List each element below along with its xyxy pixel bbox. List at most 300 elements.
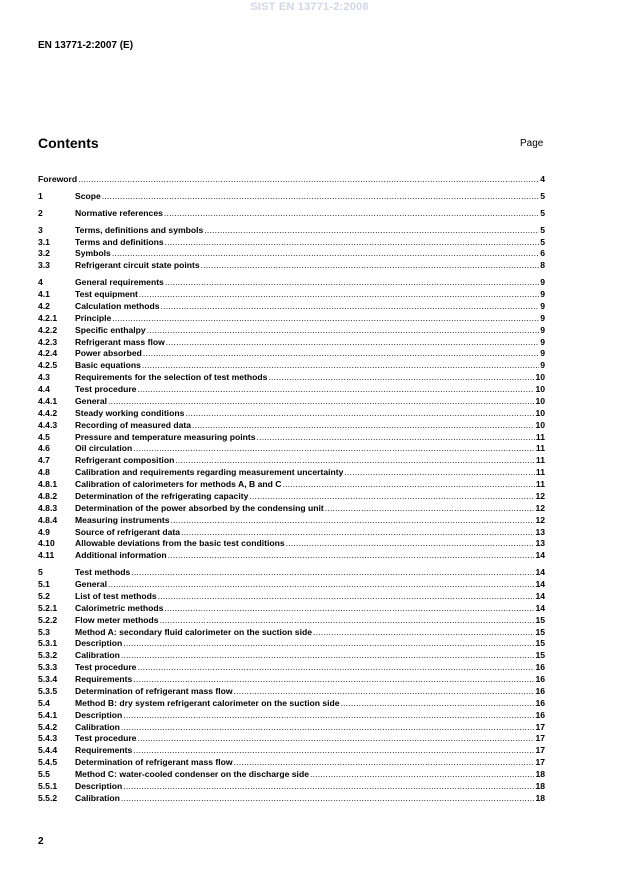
toc-entry-page: 16 (535, 697, 545, 708)
toc-entry-title (75, 384, 534, 396)
toc-entry[interactable] (38, 650, 545, 662)
toc-dot-leader (234, 686, 535, 698)
toc-entry[interactable] (38, 289, 545, 301)
toc-entry-page: 17 (535, 745, 545, 756)
toc-entry[interactable] (38, 745, 545, 757)
toc-entry[interactable] (38, 638, 545, 650)
toc-entry-title-text: Test procedure (75, 384, 137, 394)
toc-entry-page: 17 (535, 733, 545, 744)
toc-entry[interactable] (38, 550, 545, 562)
toc-entry-page: 14 (535, 579, 545, 589)
toc-dot-leader (161, 301, 540, 313)
toc-entry[interactable] (38, 615, 545, 627)
toc-entry-title-text: Power absorbed (75, 348, 142, 359)
toc-entry-page: 18 (535, 780, 545, 791)
toc-entry-title (75, 781, 534, 793)
toc-entry-page: 11 (535, 443, 545, 454)
toc-entry[interactable] (38, 260, 545, 272)
toc-entry[interactable] (38, 674, 545, 686)
toc-entry-title-text: Source of refrigerant data (75, 526, 181, 537)
toc-entry-page: 12 (535, 490, 545, 501)
toc-entry-number: 5.2.1 (38, 602, 58, 613)
contents-title: Contents (38, 135, 99, 151)
toc-entry-number: 5.4.5 (38, 757, 58, 768)
toc-entry-title (75, 627, 534, 639)
toc-entry-title-text: General requirements (75, 277, 164, 288)
toc-entry-page: 10 (535, 407, 545, 418)
toc-entry-title-text: Calibration (75, 792, 120, 803)
toc-entry[interactable] (38, 277, 545, 289)
toc-dot-leader (123, 638, 534, 650)
toc-entry-title-text: Recording of measured data (75, 419, 192, 430)
toc-entry-number: 5.4.1 (38, 709, 58, 720)
toc-entry-title-text: Allowable deviations from the basic test conditions (75, 538, 285, 549)
toc-entry-page: 14 (535, 550, 545, 561)
toc-entry-title-text: Terms and definitions (75, 236, 164, 247)
toc-entry[interactable] (38, 527, 545, 539)
toc-entry-page: 9 (540, 336, 545, 347)
toc-entry-title-text: Basic equations (75, 360, 141, 371)
toc-entry-title (75, 710, 534, 722)
toc-entry-title (75, 277, 539, 289)
toc-entry[interactable] (38, 781, 545, 793)
toc-dot-leader (137, 384, 534, 396)
toc-entry-title (75, 662, 534, 674)
toc-entry-number: 4.7 (38, 455, 50, 466)
toc-entry-title-text: Requirements for the selection of test methods (75, 372, 268, 383)
toc-entry-number: 4.4 (38, 384, 50, 394)
toc-entry-title (75, 615, 534, 627)
toc-dot-leader (164, 603, 534, 615)
toc-entry[interactable] (38, 467, 545, 479)
toc-entry-title (75, 372, 534, 384)
toc-dot-leader (158, 591, 535, 603)
toc-dot-leader (123, 781, 534, 793)
toc-entry[interactable] (38, 579, 545, 591)
toc-entry-title-text: Steady working conditions (75, 407, 185, 418)
toc-entry-title (75, 769, 534, 781)
toc-entry[interactable] (38, 237, 545, 249)
toc-entry-title (75, 191, 539, 203)
toc-entry-number: 5.1 (38, 579, 50, 589)
toc-entry-title (75, 603, 534, 615)
toc-entry-page: 9 (540, 312, 545, 323)
toc-entry-title-text: Scope (75, 190, 101, 201)
toc-entry-page: 9 (540, 360, 545, 371)
toc-entry[interactable] (38, 372, 545, 384)
toc-entry-title-text: Additional information (75, 550, 167, 561)
toc-entry-number: 5.2 (38, 590, 50, 601)
toc-dot-leader (123, 710, 534, 722)
toc-entry[interactable] (38, 384, 545, 396)
toc-entry-title-text: Specific enthalpy (75, 324, 146, 335)
toc-entry-page: 13 (535, 526, 545, 537)
toc-entry-page: 9 (540, 324, 545, 335)
toc-dot-leader (78, 174, 539, 186)
toc-entry-number: 5.4 (38, 697, 50, 708)
toc-entry-title-text: Method C: water-cooled condenser on the discharge side (75, 769, 309, 779)
toc-entry-title (75, 337, 539, 349)
toc-entry-title-text: Terms, definitions and symbols (75, 224, 204, 235)
toc-entry-title-text: Calorimetric methods (75, 602, 164, 613)
toc-entry-page: 15 (535, 614, 545, 625)
toc-entry-page: 5 (540, 236, 545, 247)
toc-entry[interactable] (38, 503, 545, 515)
toc-entry-title (75, 420, 534, 432)
toc-entry[interactable] (38, 313, 545, 325)
toc-dot-leader (165, 277, 539, 289)
toc-entry-page: 12 (535, 514, 545, 525)
toc-entry-title (75, 260, 539, 272)
toc-dot-leader (310, 769, 534, 781)
toc-dot-leader (165, 237, 540, 249)
toc-dot-leader (164, 208, 539, 220)
toc-entry[interactable] (38, 627, 545, 639)
toc-entry-title-text: Refrigerant mass flow (75, 336, 165, 347)
toc-dot-leader (175, 455, 535, 467)
toc-entry[interactable] (38, 337, 545, 349)
toc-entry-title-text: General (75, 579, 108, 589)
toc-entry-title (75, 313, 539, 325)
toc-entry[interactable] (38, 443, 545, 455)
toc-entry-title (75, 579, 534, 591)
toc-entry-title-text: Pressure and temperature measuring points (75, 431, 256, 442)
toc-entry-page: 18 (535, 792, 545, 803)
toc-entry-page: 5 (540, 207, 545, 218)
toc-entry-title-text: Requirements (75, 674, 133, 684)
toc-entry[interactable] (38, 662, 545, 674)
toc-entry-number: 5.3.2 (38, 650, 58, 661)
toc-entry-title-text: General (75, 395, 108, 406)
toc-entry-page: 13 (535, 538, 545, 549)
toc-dot-leader (171, 515, 535, 527)
toc-entry-page: 16 (535, 674, 545, 684)
toc-entry-page: 10 (535, 372, 545, 383)
toc-entry-number: 4.4.1 (38, 395, 58, 406)
toc-dot-leader (133, 745, 534, 757)
toc-dot-leader (234, 757, 535, 769)
toc-entry[interactable] (38, 603, 545, 615)
toc-entry-number: 5 (38, 567, 43, 578)
toc-entry-title (75, 698, 534, 710)
toc-entry[interactable] (38, 225, 545, 237)
toc-entry-number: 4.10 (38, 538, 55, 549)
toc-entry-page: 5 (540, 190, 545, 201)
toc-entry-title (75, 757, 534, 769)
toc-entry[interactable] (38, 591, 545, 603)
toc-entry-title (75, 408, 534, 420)
toc-entry-title (75, 793, 534, 805)
toc-dot-leader (121, 650, 535, 662)
toc-entry-page: 9 (540, 277, 545, 288)
toc-entry[interactable] (38, 491, 545, 503)
toc-entry-title-text: Method B: dry system refrigerant calorimeter on the suction side (75, 697, 340, 708)
toc-entry-title-text: Calibration and requirements regarding measurement uncertainty (75, 467, 344, 478)
toc-entry-number: 5.5.2 (38, 792, 58, 803)
toc-entry-number: 4.4.3 (38, 419, 58, 430)
toc-entry-title-text: Refrigerant composition (75, 455, 175, 466)
toc-entry-number: 4.2.3 (38, 336, 58, 347)
toc-entry-title (75, 301, 539, 313)
page-column-label: Page (520, 138, 544, 149)
toc-entry[interactable] (38, 432, 545, 444)
toc-entry-page: 9 (540, 300, 545, 311)
toc-entry[interactable] (38, 698, 545, 710)
toc-entry-page: 14 (535, 567, 545, 578)
toc-entry-title (75, 348, 539, 360)
toc-entry-title-text: Requirements (75, 745, 133, 756)
toc-entry-title (75, 550, 534, 562)
toc-entry-title-text: Test procedure (75, 662, 137, 673)
toc-entry[interactable] (38, 722, 545, 734)
toc-entry[interactable] (38, 208, 545, 220)
toc-entry-title-text: Determination of the refrigerating capacity (75, 490, 249, 501)
toc-entry-number: 5.3.4 (38, 674, 58, 684)
toc-entry[interactable] (38, 191, 545, 203)
toc-entry-number: 5.5.1 (38, 780, 58, 791)
toc-entry-page: 14 (535, 590, 545, 601)
toc-entry-page: 11 (535, 467, 545, 478)
toc-dot-leader (192, 420, 534, 432)
toc-dot-leader (137, 662, 534, 674)
toc-entry-number: 4.8.2 (38, 490, 58, 501)
toc-dot-leader (313, 627, 534, 639)
toc-entry-number: 4.8 (38, 467, 50, 478)
toc-entry-page: 12 (535, 502, 545, 513)
toc-entry-number: 5.2.2 (38, 614, 58, 625)
toc-entry-title (75, 591, 534, 603)
toc-entry-page: 17 (535, 721, 545, 732)
toc-entry[interactable] (38, 396, 545, 408)
toc-dot-leader (185, 408, 534, 420)
toc-entry[interactable] (38, 515, 545, 527)
toc-entry-title (75, 745, 534, 757)
toc-entry-number: 3 (38, 224, 43, 235)
toc-dot-leader (344, 467, 535, 479)
toc-entry-number: 5.4.3 (38, 733, 58, 744)
toc-entry-number: 3.2 (38, 248, 50, 259)
toc-entry-number: 5.3 (38, 626, 50, 637)
toc-dot-leader (139, 289, 539, 301)
toc-entry-number: 5.3.1 (38, 638, 58, 649)
toc-entry-title-text: Measuring instruments (75, 514, 170, 525)
toc-entry-number: 4.8.4 (38, 514, 58, 525)
toc-dot-leader (341, 698, 535, 710)
toc-entry[interactable] (38, 769, 545, 781)
toc-entry-title-text: Determination of the power absorbed by the condensing unit (75, 502, 324, 513)
toc-entry-title (75, 503, 534, 515)
toc-entry-title (75, 491, 534, 503)
toc-entry-page: 18 (535, 769, 545, 779)
toc-entry-number: 4.2 (38, 300, 50, 311)
toc-entry-number: 4.4.2 (38, 407, 58, 418)
toc-entry[interactable] (38, 733, 545, 745)
toc-entry-number: 4.9 (38, 526, 50, 537)
page-number: 2 (38, 836, 44, 847)
toc-dot-leader (181, 527, 534, 539)
toc-entry-number: 4.6 (38, 443, 50, 454)
toc-entry-title (75, 686, 534, 698)
toc-entry[interactable] (38, 455, 545, 467)
toc-dot-leader (133, 674, 534, 686)
toc-dot-leader (143, 348, 539, 360)
toc-entry-title (75, 567, 534, 579)
toc-entry-number: 4.8.3 (38, 502, 58, 513)
toc-entry-title (75, 248, 539, 260)
toc-entry-title (75, 515, 534, 527)
toc-entry-page: 14 (535, 602, 545, 613)
toc-dot-leader (286, 538, 535, 550)
toc-entry-number: 5.4.2 (38, 721, 58, 732)
toc-entry-page: 10 (535, 395, 545, 406)
toc-entry-title-text: Determination of refrigerant mass flow (75, 685, 233, 696)
toc-entry-page: 15 (535, 638, 545, 649)
toc-entry-number: 5.3.3 (38, 662, 58, 673)
toc-dot-leader (142, 360, 539, 372)
toc-entry[interactable] (38, 710, 545, 722)
toc-entry-title-text: Oil circulation (75, 443, 133, 454)
toc-entry-title (75, 722, 534, 734)
toc-entry[interactable] (38, 538, 545, 550)
toc-entry-number: 1 (38, 190, 43, 201)
toc-entry-title (75, 225, 539, 237)
toc-dot-leader (257, 432, 535, 444)
toc-entry[interactable] (38, 174, 545, 186)
toc-entry[interactable] (38, 301, 545, 313)
toc-entry-page: 15 (535, 650, 545, 661)
toc-entry-page: 16 (535, 685, 545, 696)
toc-entry[interactable] (38, 248, 545, 260)
toc-entry-title (75, 527, 534, 539)
toc-entry-title (75, 455, 535, 467)
toc-entry-number: 4.11 (38, 550, 55, 561)
toc-entry-title (75, 237, 539, 249)
toc-entry-title (75, 396, 534, 408)
toc-entry-title (75, 733, 534, 745)
toc-entry-page: 10 (535, 419, 545, 430)
toc-entry[interactable] (38, 757, 545, 769)
toc-entry[interactable] (38, 567, 545, 579)
toc-dot-leader (108, 396, 534, 408)
toc-entry-title-text: Calibration of calorimeters for methods A, B and C (75, 479, 282, 489)
toc-entry-title-text: Description (75, 709, 123, 720)
toc-entry-title-text: Description (75, 638, 123, 649)
toc-entry-number: 4.5 (38, 431, 50, 442)
toc-entry-title (75, 208, 539, 220)
toc-entry-page: 9 (540, 348, 545, 359)
toc-entry[interactable] (38, 408, 545, 420)
toc-entry-title-text: Calibration (75, 650, 120, 661)
toc-dot-leader (249, 491, 534, 503)
toc-entry-number: 4.2.5 (38, 360, 58, 371)
toc-dot-leader (147, 325, 540, 337)
toc-entry-title (75, 467, 535, 479)
toc-entry[interactable] (38, 420, 545, 432)
toc-dot-leader (137, 733, 534, 745)
toc-entry[interactable] (38, 360, 545, 372)
toc-entry-page: 11 (535, 479, 545, 489)
toc-entry-page: 16 (535, 662, 545, 673)
toc-dot-leader (121, 793, 535, 805)
toc-dot-leader (108, 579, 534, 591)
toc-entry-page: 11 (535, 431, 545, 442)
toc-entry[interactable] (38, 348, 545, 360)
toc-entry-number: 4.2.4 (38, 348, 58, 359)
toc-entry-page: 6 (540, 248, 545, 259)
toc-entry-page: 16 (535, 709, 545, 720)
toc-dot-leader (168, 550, 535, 562)
toc-entry-page: 11 (535, 455, 545, 466)
toc-entry-title-text: Determination of refrigerant mass flow (75, 757, 233, 768)
toc-entry-page: 15 (535, 626, 545, 637)
toc-dot-leader (133, 443, 535, 455)
toc-dot-leader (166, 337, 539, 349)
toc-entry-number: 4.2.2 (38, 324, 58, 335)
toc-entry-title-text: Normative references (75, 207, 163, 218)
toc-dot-leader (325, 503, 535, 515)
toc-entry-title-text: List of test methods (75, 590, 157, 601)
toc-entry-number: 3.1 (38, 236, 50, 247)
toc-entry-title-text: Test procedure (75, 733, 137, 744)
toc-entry-title (75, 443, 535, 455)
toc-entry-title (75, 289, 539, 301)
toc-entry-number: 3.3 (38, 260, 50, 271)
toc-dot-leader (102, 191, 539, 203)
toc-entry-page: 5 (540, 224, 545, 235)
toc-entry-title-text: Test equipment (75, 289, 138, 299)
toc-entry-title-text: Description (75, 780, 123, 791)
toc-dot-leader (131, 567, 534, 579)
toc-dot-leader (268, 372, 534, 384)
toc-dot-leader (112, 313, 539, 325)
toc-entry[interactable] (38, 686, 545, 698)
toc-entry-title-text: Flow meter methods (75, 614, 159, 625)
toc-entry-page: 10 (535, 384, 545, 394)
toc-entry-page: 17 (535, 757, 545, 768)
toc-entry-title-text: Calibration (75, 721, 120, 732)
toc-entry-page: 4 (540, 174, 545, 184)
toc-entry-number: 4 (38, 277, 43, 288)
toc-entry-title (75, 674, 534, 686)
watermark: SIST EN 13771-2:2008 (250, 1, 369, 13)
toc-entry-title-text: Foreword (38, 174, 78, 184)
toc-entry-number: 4.8.1 (38, 479, 58, 489)
toc-dot-leader (282, 479, 534, 491)
toc-entry[interactable] (38, 793, 545, 805)
toc-entry-title-text: Method A: secondary fluid calorimeter on the suction side (75, 626, 312, 637)
document-id: EN 13771-2:2007 (E) (38, 40, 134, 51)
table-of-contents (38, 174, 545, 805)
toc-dot-leader (121, 722, 535, 734)
toc-entry-title (75, 638, 534, 650)
toc-entry-number: 2 (38, 207, 43, 218)
toc-entry-title (75, 432, 535, 444)
toc-entry-title-text: Calculation methods (75, 300, 160, 311)
toc-entry-number: 5.4.4 (38, 745, 58, 756)
toc-entry[interactable] (38, 325, 545, 337)
toc-entry-title (75, 479, 535, 491)
toc-dot-leader (201, 260, 540, 272)
toc-entry-number: 5.5 (38, 769, 50, 779)
toc-entry[interactable] (38, 479, 545, 491)
toc-dot-leader (160, 615, 535, 627)
toc-entry-number: 4.2.1 (38, 312, 58, 323)
toc-dot-leader (204, 225, 539, 237)
toc-entry-title-text: Refrigerant circuit state points (75, 260, 200, 271)
toc-entry-title (75, 650, 534, 662)
toc-entry-number: 5.3.5 (38, 685, 58, 696)
toc-entry-page: 8 (540, 260, 545, 271)
